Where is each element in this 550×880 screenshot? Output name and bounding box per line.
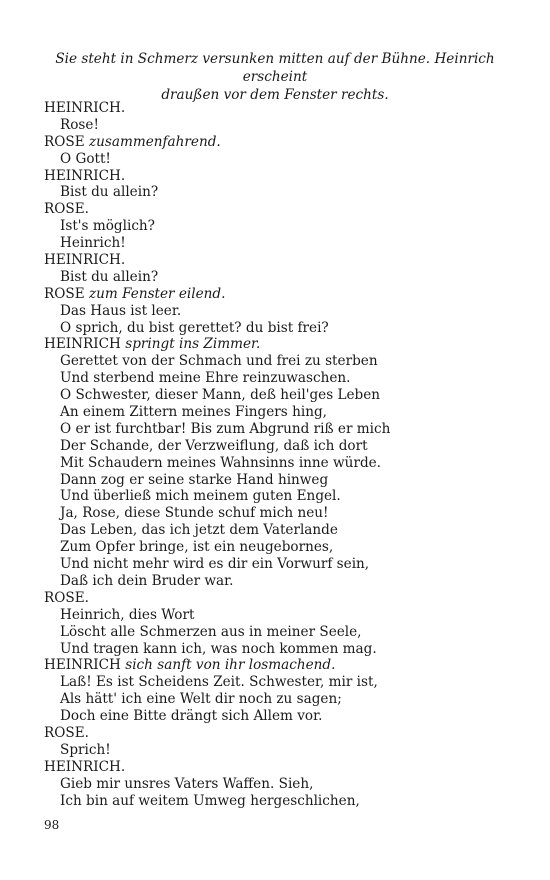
verse-line: Der Schande, der Verzweiflung, daß ich dort	[60, 437, 368, 454]
verse-line: O er ist furchtbar! Bis zum Abgrund riß er mich	[60, 420, 391, 437]
speaker-direction: zum Fenster eilend.	[88, 285, 226, 302]
verse-line: Dann zog er seine starke Hand hinweg	[60, 471, 329, 488]
verse-line: Gerettet von der Schmach und frei zu sterben	[60, 353, 378, 370]
verse-line: Das Haus ist leer.	[60, 302, 182, 319]
speaker-line	[44, 657, 514, 674]
stage-direction-line-1: Sie steht in Schmerz versunken mitten auf der Bühne. Heinrich erscheint	[55, 51, 495, 85]
play-text	[44, 100, 514, 809]
speaker-name: HEINRICH.	[44, 252, 126, 269]
verse-line: Sprich!	[60, 741, 111, 758]
speaker-name: HEINRICH.	[44, 758, 126, 775]
verse-line: Laß! Es ist Scheidens Zeit. Schwester, mir ist,	[60, 674, 378, 691]
verse-line: Und tragen kann ich, was noch kommen mag.	[60, 640, 377, 657]
verse-line: Rose!	[60, 116, 99, 133]
speaker-line	[44, 725, 514, 742]
verse-line: Das Leben, das ich jetzt dem Vaterlande	[60, 522, 338, 539]
verse-line: Als hätt' ich eine Welt dir noch zu sagen;	[60, 691, 342, 708]
speaker-line	[44, 759, 514, 776]
verse-line: Daß ich dein Bruder war.	[60, 572, 234, 589]
verse-line: Und nicht mehr wird es dir ein Vorwurf sein,	[60, 556, 370, 573]
verse-line: Ich bin auf weitem Umweg hergeschlichen,	[60, 792, 360, 809]
verse-line: Mit Schaudern meines Wahnsinns inne würde.	[60, 454, 382, 471]
speaker-line	[44, 134, 514, 151]
speaker-line	[44, 168, 514, 185]
speaker-direction: zusammenfahrend.	[88, 133, 221, 150]
speaker-line	[44, 590, 514, 607]
speaker-direction: springt ins Zimmer.	[125, 336, 261, 353]
verse-line: Ist's möglich?	[60, 218, 155, 235]
speaker-name: ROSE	[44, 133, 85, 150]
speaker-name: ROSE	[44, 285, 85, 302]
verse-line: O Schwester, dieser Mann, deß heil'ges Leben	[60, 387, 381, 404]
speaker-name: HEINRICH.	[44, 167, 126, 184]
speaker-line	[44, 252, 514, 269]
verse-line: Gieb mir unsres Vaters Waffen. Sieh,	[60, 775, 314, 792]
verse-line: Und sterbend meine Ehre reinzuwaschen.	[60, 370, 351, 387]
speaker-name: HEINRICH.	[44, 100, 126, 116]
verse-line: Bist du allein?	[60, 268, 159, 285]
page-number: 98	[44, 818, 60, 832]
verse-line: O sprich, du bist gerettet? du bist frei?	[60, 319, 329, 336]
speaker-name: ROSE.	[44, 589, 89, 606]
verse-line: Heinrich!	[60, 235, 126, 252]
verse-line: An einem Zittern meines Fingers hing,	[60, 404, 327, 421]
speaker-name: ROSE.	[44, 201, 89, 218]
verse-line: Bist du allein?	[60, 184, 159, 201]
verse-line: Und überließ mich meinem guten Engel.	[60, 488, 341, 505]
stage-direction	[40, 50, 510, 104]
speaker-name: HEINRICH	[44, 336, 121, 353]
speaker-line	[44, 100, 514, 117]
verse-line: Zum Opfer bringe, ist ein neugebornes,	[60, 539, 334, 556]
stage-direction-line-2: draußen vor dem Fenster rechts.	[161, 87, 389, 103]
speaker-name: HEINRICH	[44, 657, 121, 674]
speaker-line	[44, 201, 514, 218]
speaker-line	[44, 336, 514, 353]
speaker-name: ROSE.	[44, 724, 89, 741]
verse-line: O Gott!	[60, 150, 111, 167]
verse-line: Doch eine Bitte drängt sich Allem vor.	[60, 708, 323, 725]
speaker-line	[44, 286, 514, 303]
verse-line: Heinrich, dies Wort	[60, 606, 195, 623]
verse-line: Löscht alle Schmerzen aus in meiner Seele,	[60, 623, 362, 640]
speaker-direction: sich sanft von ihr losmachend.	[125, 657, 336, 674]
verse-line: Ja, Rose, diese Stunde schuf mich neu!	[60, 505, 329, 522]
